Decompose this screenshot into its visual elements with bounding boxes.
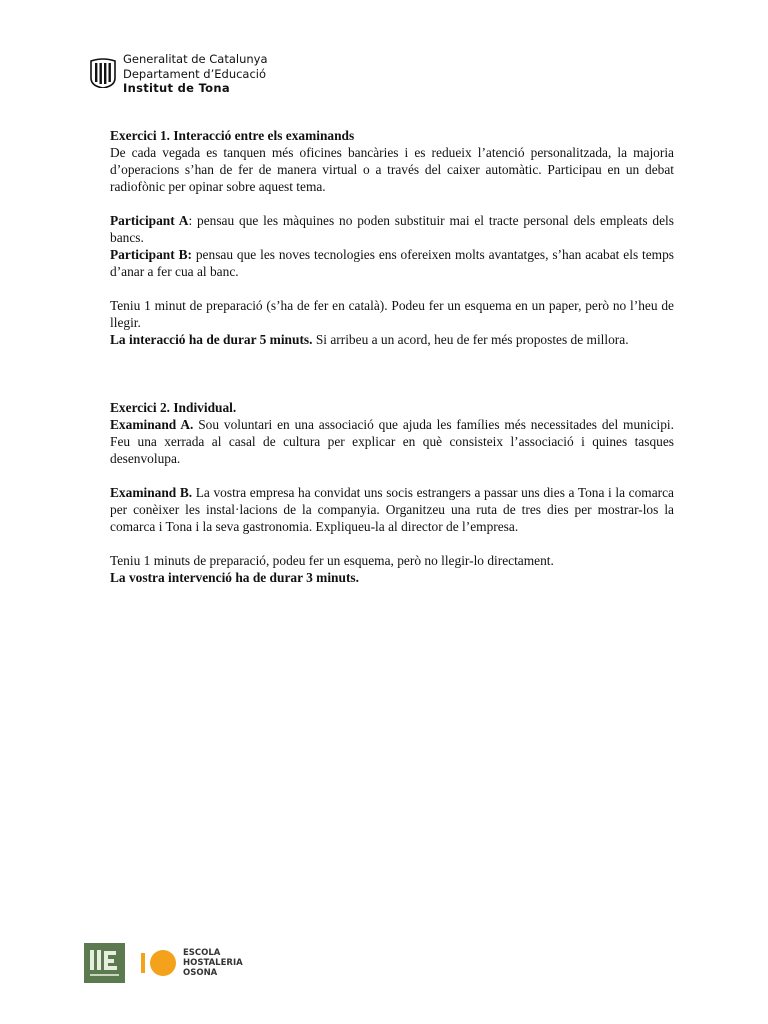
exercise-2-title: Exercici 2. Individual. xyxy=(110,400,237,415)
exercise-1-intro: De cada vegada es tanquen més oficines bancàries i es redueix l’atenció personalitzada, la majoria d’operacions s’han de fer de manera virtual o a través del caixer automàtic. Participau en un debat radiofònic per opinar sobre aquest tema. xyxy=(110,145,674,194)
participant-b-label: Participant B: xyxy=(110,247,192,262)
generalitat-emblem-icon xyxy=(90,58,116,88)
examinand-b-text: La vostra empresa ha convidat uns socis estrangers a passar uns dies a Tona i la comarca per conèixer les instal·lacions de la companyia. Organitzeu una ruta de tres dies per mostrar-los la comarca i Tona i la seva gastronomia. Expliqueu-la al director de l’empresa. xyxy=(110,485,674,534)
exercise-1-preparation: Teniu 1 minut de preparació (s’ha de fer en català). Podeu fer un esquema en un paper, però no l’heu de llegir. xyxy=(110,298,674,330)
examinand-a-label: Examinand A. xyxy=(110,417,194,432)
school-name-line-1: ESCOLA xyxy=(183,948,221,958)
exercise-1-title: Exercici 1. Interacció entre els examinands xyxy=(110,128,355,143)
participant-b-text: pensau que les noves tecnologies ens ofereixen molts avantatges, s’han acabat els temps d’anar a fer cua al banc. xyxy=(110,247,675,279)
document-body xyxy=(110,127,674,586)
institut-logo-icon xyxy=(84,943,125,983)
examinand-b-label: Examinand B. xyxy=(110,485,193,500)
exercise-1-duration xyxy=(110,331,674,348)
header-line-institut: Institut de Tona xyxy=(123,81,230,95)
exercise-2-preparation: Teniu 1 minuts de preparació, podeu fer un esquema, però no llegir-lo directament. xyxy=(110,553,554,568)
school-name-line-3: OSONA xyxy=(183,968,218,978)
examinand-a-paragraph xyxy=(110,416,674,467)
school-name-line-2: HOSTALERIA xyxy=(183,958,243,968)
participant-a-paragraph xyxy=(110,212,674,246)
participant-a-label: Participant A xyxy=(110,213,189,228)
header-line-generalitat: Generalitat de Catalunya xyxy=(123,52,268,66)
exercise-1-duration-rest: Si arribeu a un acord, heu de fer més propostes de millora. xyxy=(312,332,629,347)
header-line-departament: Departament d’Educació xyxy=(123,66,267,81)
participant-a-text: : pensau que les màquines no poden substituir mai el tracte personal dels empleats dels bancs. xyxy=(110,213,674,245)
examinand-a-text: Sou voluntari en una associació que ajuda les famílies més necessitades del municipi. Feu una xerrada al casal de cultura per explicar en què consisteix l’associació i quines tasques desenvolupa. xyxy=(110,417,674,466)
exercise-2-duration: La vostra intervenció ha de durar 3 minuts. xyxy=(110,570,359,585)
participant-b-paragraph xyxy=(110,246,674,280)
exercise-1-duration-bold: La interacció ha de durar 5 minuts. xyxy=(110,332,313,347)
escola-hostaleria-logo-icon xyxy=(138,943,243,983)
examinand-b-paragraph xyxy=(110,484,674,535)
